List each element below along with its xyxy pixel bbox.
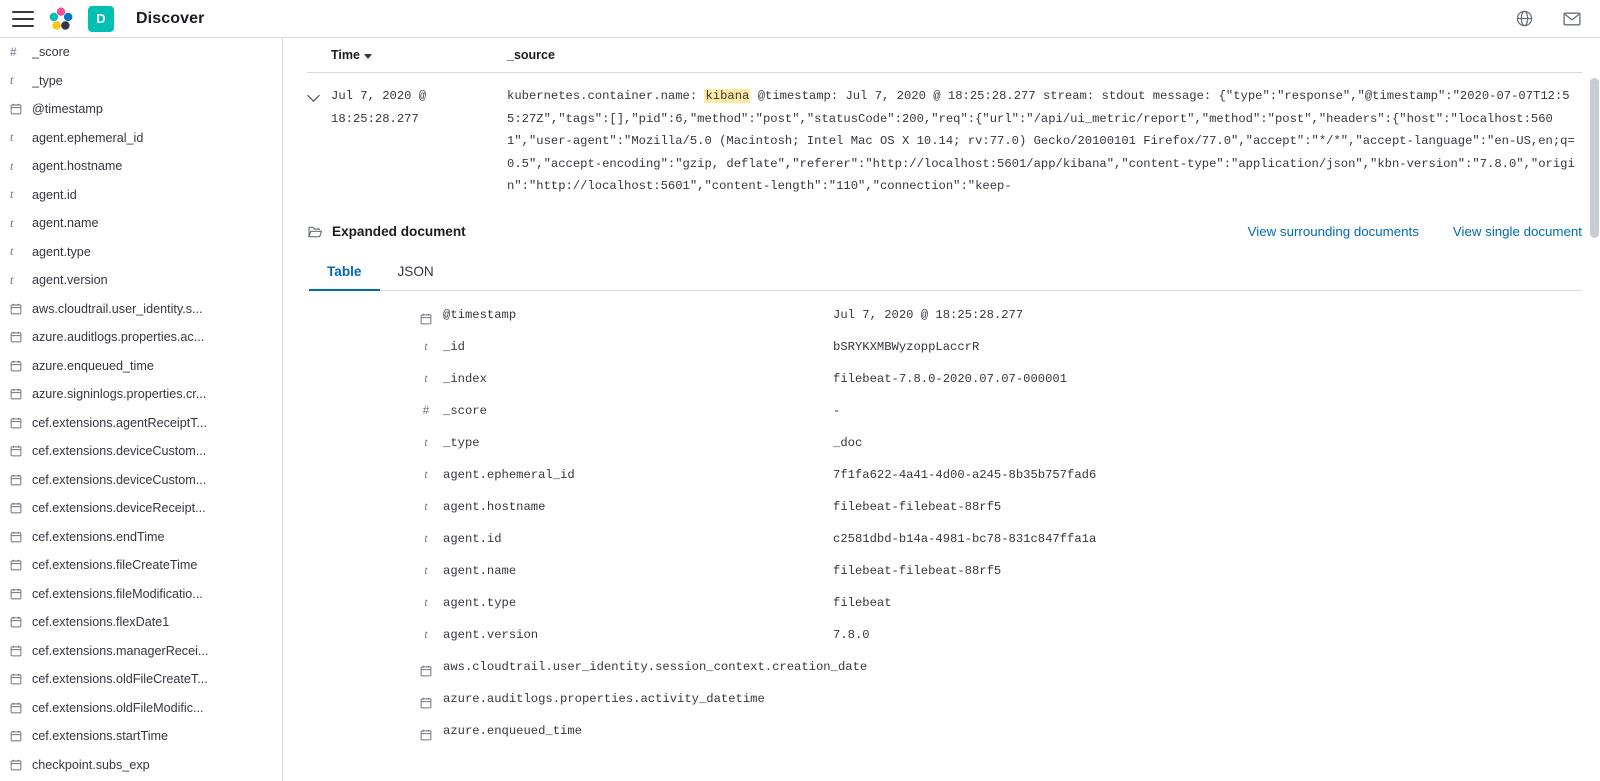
document-field-row	[307, 433, 1582, 465]
sidebar-field-item[interactable]	[0, 209, 282, 238]
document-field-row	[307, 689, 1582, 721]
sidebar-field-label: cef.extensions.oldFileCreateT...	[32, 672, 208, 687]
sort-caret-down-icon[interactable]	[364, 54, 372, 59]
document-field-value: Jul 7, 2020 @ 18:25:28.277	[833, 307, 1024, 322]
source-field-timestamp: @timestamp:	[757, 89, 839, 103]
sidebar-field-label: agent.hostname	[32, 159, 123, 174]
field-type-date-icon	[10, 417, 32, 429]
field-type-date-icon	[415, 657, 437, 677]
sidebar-field-label: agent.type	[32, 244, 91, 259]
document-field-name: _type	[443, 435, 480, 450]
document-field-name: agent.ephemeral_id	[443, 467, 575, 482]
source-field-kubernetes-container-name: kubernetes.container.name:	[507, 89, 698, 103]
document-field-row	[307, 497, 1582, 529]
sidebar-field-label: checkpoint.subs_exp	[32, 757, 150, 772]
sidebar-field-item[interactable]	[0, 266, 282, 295]
document-field-value: -	[833, 403, 841, 418]
sidebar-field-label: cef.extensions.fileCreateTime	[32, 558, 198, 573]
documents-panel	[283, 38, 1600, 781]
field-type-date-icon	[10, 645, 32, 657]
field-type-string-icon: t	[10, 158, 14, 173]
tab-json[interactable]: JSON	[397, 263, 434, 279]
row-time-cell: Jul 7, 2020 @ 18:25:28.277	[331, 89, 427, 126]
document-field-name: agent.type	[443, 595, 517, 610]
vertical-scrollbar[interactable]	[1590, 78, 1599, 238]
field-type-date-icon	[10, 303, 32, 315]
document-field-value: bSRYKXMBWyzoppLaccrR	[833, 339, 980, 354]
page-title: Discover	[136, 9, 205, 27]
source-value-message: {"type":"response","@timestamp":"2020-07-07T12:55:27Z","tags":[],"pid":6,"method":"post","statusCode":200,"req":{"url":"/api/ui_metric/report","method":"post","headers":{"host":"localhost:5601","user-agent":"Mozilla/5.0 (Macintosh; Intel Mac OS X 10.14; rv:77.0) Gecko/20100101 Firefox/77.0","accept":"*/*","accept-language":"en-US,en;q=0.5","accept-encoding":"gzip, deflate","referer":"http://localhost:5601/app/kibana","content-type":"application/json","kbn-version":"7.8.0","origin":"http://localhost:5601","content-length":"110","connection":"keep-	[507, 89, 1575, 193]
document-field-value	[833, 721, 1582, 724]
field-type-date-icon	[10, 616, 32, 628]
document-field-row	[307, 625, 1582, 657]
sidebar-field-label: _score	[32, 45, 70, 60]
field-type-date-icon	[10, 702, 32, 714]
source-value-timestamp: Jul 7, 2020 @ 18:25:28.277	[845, 89, 1036, 103]
sidebar-field-label: cef.extensions.managerRecei...	[32, 643, 209, 658]
field-type-date-icon	[415, 721, 437, 741]
sidebar-field-label: agent.name	[32, 216, 99, 231]
elastic-logo-icon[interactable]	[48, 6, 74, 32]
sidebar-field-label: agent.version	[32, 273, 108, 288]
document-field-row	[307, 465, 1582, 497]
sidebar-field-label: cef.extensions.startTime	[32, 729, 169, 744]
sidebar-field-item[interactable]	[0, 551, 282, 580]
sidebar-field-item[interactable]	[0, 295, 282, 324]
sidebar-field-label: agent.ephemeral_id	[32, 130, 144, 145]
document-field-row	[307, 401, 1582, 433]
sidebar-field-item[interactable]	[0, 181, 282, 210]
source-value-highlighted: kibana	[705, 89, 750, 103]
expanded-document-header	[307, 224, 1582, 240]
sidebar-field-item[interactable]	[0, 665, 282, 694]
column-header-time-label: Time	[331, 48, 360, 62]
field-type-string-icon: t	[424, 340, 428, 353]
field-type-string-icon: t	[424, 436, 428, 449]
sidebar-field-label: cef.extensions.flexDate1	[32, 615, 170, 630]
document-field-name: agent.name	[443, 563, 517, 578]
field-type-date-icon	[10, 331, 32, 343]
expand-row-toggle[interactable]	[307, 85, 331, 198]
sidebar-field-label: cef.extensions.fileModificatio...	[32, 586, 203, 601]
document-field-name: aws.cloudtrail.user_identity.session_context.creation_date	[443, 659, 868, 674]
sidebar-field-item[interactable]	[0, 580, 282, 609]
document-field-value	[833, 689, 1582, 692]
sidebar-field-label: cef.extensions.deviceCustom...	[32, 472, 207, 487]
sidebar-field-label: cef.extensions.deviceReceipt...	[32, 501, 206, 516]
sidebar-field-item[interactable]	[0, 409, 282, 438]
field-type-date-icon	[10, 474, 32, 486]
sidebar-field-label: cef.extensions.deviceCustom...	[32, 444, 207, 459]
document-field-value	[867, 657, 1582, 660]
document-field-row	[307, 657, 1582, 689]
source-field-message: message:	[1152, 89, 1212, 103]
field-type-string-icon: t	[424, 468, 428, 481]
sidebar-field-label: cef.extensions.agentReceiptT...	[32, 415, 208, 430]
document-field-name: _index	[443, 371, 487, 386]
field-type-string-icon: t	[424, 532, 428, 545]
sidebar-field-item[interactable]	[0, 608, 282, 637]
document-field-row	[307, 721, 1582, 753]
document-field-name: _id	[443, 339, 465, 354]
sidebar-field-label: azure.auditlogs.properties.ac...	[32, 330, 205, 345]
sidebar-field-item[interactable]	[0, 722, 282, 751]
field-type-date-icon	[10, 730, 32, 742]
sidebar-field-item[interactable]	[0, 494, 282, 523]
field-type-string-icon: t	[424, 596, 428, 609]
field-type-string-icon: t	[424, 372, 428, 385]
sidebar-field-label: azure.signinlogs.properties.cr...	[32, 387, 207, 402]
field-type-string-icon: t	[424, 500, 428, 513]
document-field-row	[307, 337, 1582, 369]
sidebar-field-label: azure.enqueued_time	[32, 358, 154, 373]
topbar-actions	[1515, 9, 1588, 29]
sidebar-field-item[interactable]	[0, 523, 282, 552]
field-type-date-icon	[10, 103, 32, 115]
field-type-date-icon	[10, 502, 32, 514]
field-type-string-icon: t	[424, 628, 428, 641]
field-type-date-icon	[415, 305, 437, 325]
field-type-date-icon	[10, 531, 32, 543]
field-type-number-icon: #	[422, 404, 430, 417]
sidebar-field-item[interactable]	[0, 380, 282, 409]
expanded-document-tabs	[307, 256, 1582, 291]
view-surrounding-documents-link[interactable]: View surrounding documents	[1247, 224, 1419, 239]
sidebar-field-label: aws.cloudtrail.user_identity.s...	[32, 301, 203, 316]
document-field-name: agent.version	[443, 627, 539, 642]
sidebar-field-item[interactable]	[0, 323, 282, 352]
chevron-down-icon	[307, 89, 320, 102]
document-field-value: 7.8.0	[833, 627, 870, 642]
sidebar-field-item[interactable]	[0, 637, 282, 666]
field-type-string-icon: t	[10, 73, 14, 88]
sidebar-field-item[interactable]	[0, 38, 282, 67]
document-field-value: _doc	[833, 435, 863, 450]
field-type-string-icon: t	[10, 187, 14, 202]
sidebar-field-item[interactable]	[0, 152, 282, 181]
document-field-name: azure.auditlogs.properties.activity_datetime	[443, 691, 765, 706]
sidebar-field-item[interactable]	[0, 437, 282, 466]
sidebar-field-label: _type	[32, 73, 63, 88]
field-type-date-icon	[10, 445, 32, 457]
document-field-value: filebeat-7.8.0-2020.07.07-000001	[833, 371, 1068, 386]
document-field-name: agent.hostname	[443, 499, 546, 514]
expanded-document-title: Expanded document	[332, 224, 466, 239]
field-type-string-icon: t	[10, 244, 14, 259]
document-field-value: 7f1fa622-4a41-4d00-a245-8b35b757fad6	[833, 467, 1097, 482]
field-type-string-icon: t	[424, 564, 428, 577]
sidebar-field-item[interactable]	[0, 352, 282, 381]
row-source-cell	[507, 85, 1582, 198]
column-header-source-label: _source	[507, 48, 555, 62]
hamburger-menu-icon[interactable]	[12, 11, 34, 27]
document-field-row	[307, 593, 1582, 625]
sidebar-field-label: cef.extensions.oldFileModific...	[32, 700, 204, 715]
table-row	[307, 73, 1582, 198]
document-field-row	[307, 305, 1582, 337]
sidebar-field-label: cef.extensions.endTime	[32, 529, 165, 544]
field-type-date-icon	[415, 689, 437, 709]
document-field-row	[307, 369, 1582, 401]
expanded-document-table	[307, 305, 1582, 753]
folder-open-icon	[307, 224, 323, 240]
field-type-date-icon	[10, 388, 32, 400]
field-type-date-icon	[10, 759, 32, 771]
document-field-name: azure.enqueued_time	[443, 723, 582, 738]
field-type-date-icon	[10, 673, 32, 685]
document-field-name: @timestamp	[443, 307, 517, 322]
field-type-string-icon: t	[10, 215, 14, 230]
sidebar-field-item[interactable]	[0, 694, 282, 723]
sidebar-field-label: agent.id	[32, 187, 77, 202]
view-single-document-link[interactable]: View single document	[1452, 224, 1582, 239]
doc-table-header	[307, 38, 1582, 73]
expanded-document-links	[1248, 224, 1582, 239]
sidebar-field-item[interactable]	[0, 238, 282, 267]
field-type-date-icon	[10, 360, 32, 372]
sidebar-field-item[interactable]	[0, 67, 282, 96]
document-field-value: filebeat	[833, 595, 892, 610]
field-list-sidebar[interactable]	[0, 38, 283, 781]
app-body	[0, 38, 1600, 781]
column-header-source[interactable]	[507, 48, 1582, 62]
tab-table[interactable]: Table	[309, 256, 380, 290]
document-field-value: filebeat-filebeat-88rf5	[833, 499, 1002, 514]
help-globe-icon[interactable]	[1515, 9, 1534, 28]
source-field-stream: stream:	[1042, 89, 1095, 103]
sidebar-field-item[interactable]	[0, 751, 282, 780]
field-type-date-icon	[10, 559, 32, 571]
document-field-row	[307, 561, 1582, 593]
document-field-name: _score	[443, 403, 487, 418]
sidebar-field-label: @timestamp	[32, 102, 103, 117]
field-type-number-icon: #	[10, 45, 17, 60]
document-field-value: c2581dbd-b14a-4981-bc78-831c847ffa1a	[833, 531, 1097, 546]
space-avatar[interactable]: D	[88, 6, 114, 32]
sidebar-field-item[interactable]	[0, 95, 282, 124]
field-type-string-icon: t	[10, 272, 14, 287]
column-header-time[interactable]	[307, 48, 507, 62]
sidebar-field-item[interactable]	[0, 466, 282, 495]
mail-icon[interactable]	[1562, 9, 1582, 29]
field-type-date-icon	[10, 588, 32, 600]
sidebar-field-item[interactable]	[0, 124, 282, 153]
field-type-string-icon: t	[10, 130, 14, 145]
document-field-row	[307, 529, 1582, 561]
top-navigation-bar	[0, 0, 1600, 38]
source-value-stream: stdout	[1101, 89, 1146, 103]
document-field-value: filebeat-filebeat-88rf5	[833, 563, 1002, 578]
document-field-name: agent.id	[443, 531, 502, 546]
